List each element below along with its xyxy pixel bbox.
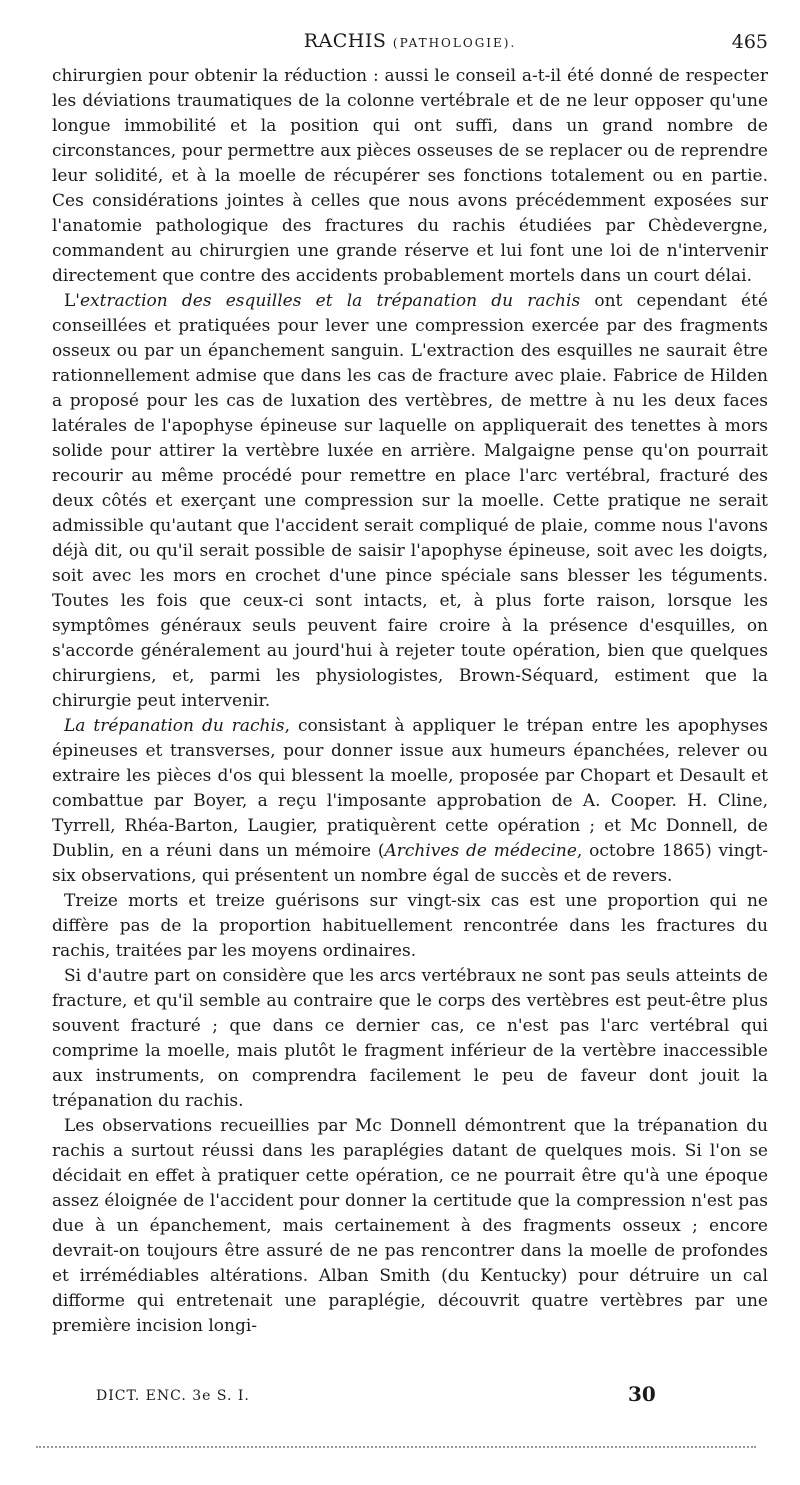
paragraph xyxy=(52,64,768,289)
running-title-sub: (PATHOLOGIE). xyxy=(392,36,517,50)
printer-signature: DICT. ENC. 3e S. I. xyxy=(96,1388,250,1404)
italic-run: extraction des esquilles et la trépanation du rachis xyxy=(79,291,581,311)
text-run: , octobre 1865) vingt-six observations, qui présentent un nombre égal de succès et de revers. xyxy=(52,841,768,886)
page-number: 465 xyxy=(731,31,768,53)
running-title-main: RACHIS xyxy=(303,30,387,52)
body-text xyxy=(52,64,768,1339)
paragraph xyxy=(52,889,768,964)
text-run: Les observations recueillies par Mc Donnell démontrent que la trépanation du rachis a surtout réussi dans les paraplégies datant de quelques mois. Si l'on se décidait en effet à pratiquer cette opération, ce ne pourrait être qu'à une époque assez éloignée de l'accident pour donner la certitude que la compression n'est pas due à un épanchement, mais certainement à des fragments osseux ; encore devrait-on toujours être assuré de ne pas rencontrer dans la moelle de profondes et irrémédiables altérations. Alban Smith (du Kentucky) pour détruire un cal difforme qui entretenait une paraplégie, découvrit quatre vertèbres par une première incision longi- xyxy=(52,1116,768,1336)
text-run: Treize morts et treize guérisons sur vingt-six cas est une proportion qui ne diffère pas de la proportion habituellement rencontrée dans les fractures du rachis, traitées par les moyens ordinaires. xyxy=(52,891,768,961)
paragraph xyxy=(52,289,768,714)
paragraph xyxy=(52,964,768,1114)
text-run: Si d'autre part on considère que les arcs vertébraux ne sont pas seuls atteints de fracture, et qu'il semble au contraire que le corps des vertèbres est peut-être plus souvent fracturé ; que dans ce dernier cas, ce n'est pas l'arc vertébral qui comprime la moelle, mais plutôt le fragment inférieur de la vertèbre inaccessible aux instruments, on comprendra facilement le peu de faveur dont jouit la trépanation du rachis. xyxy=(52,966,768,1111)
running-header xyxy=(52,30,768,56)
sheet-number: 30 xyxy=(628,1382,656,1406)
italic-run: Archives de médecine xyxy=(384,841,577,861)
bottom-dotted-rule xyxy=(36,1446,756,1448)
text-run: L' xyxy=(64,291,80,311)
running-title xyxy=(52,30,768,52)
italic-run: La trépanation du rachis xyxy=(64,716,285,736)
paragraph xyxy=(52,714,768,889)
text-run: ont cependant été conseillées et pratiquées pour lever une compression exercée par des fragments osseux ou par un épanchement sanguin. L'extraction des esquilles ne saurait être rationnellement admise que dans les cas de fracture avec plaie. Fabrice de Hilden a proposé pour les cas de luxation des vertèbres, de mettre à nu les deux faces latérales de l'apophyse épineuse sur laquelle on appliquerait des tenettes à mors solide pour attirer la vertèbre luxée en arrière. Malgaigne pense qu'on pourrait recourir au même procédé pour remettre en place l'arc vertébral, fracturé des deux côtés et exerçant une compression sur la moelle. Cette pratique ne serait admissible qu'autant que l'accident serait compliqué de plaie, comme nous l'avons déjà dit, ou qu'il serait possible de saisir l'apophyse épineuse, soit avec les doigts, soit avec les mors en crochet d'une pince spéciale sans blesser les téguments. Toutes les fois que ceux-ci sont intacts, et, à plus forte raison, lorsque les symptômes généraux seuls peuvent faire croire à la présence d'esquilles, on s'accorde généralement au jourd'hui à rejeter toute opération, bien que quelques chirurgiens, et, parmi les physiologistes, Brown-Séquard, estiment que la chirurgie peut intervenir. xyxy=(52,291,768,711)
text-run: , consistant à appliquer le trépan entre les apophyses épineuses et transverses, pour donner issue aux humeurs épanchées, relever ou extraire les pièces d'os qui blessent la moelle, proposée par Chopart et Desault et combattue par Boyer, a reçu l'imposante approbation de A. Cooper. H. Cline, Tyrrell, Rhéa-Barton, Laugier, pratiquèrent cette opération ; et Mc Donnell, de Dublin, en a réuni dans un mémoire ( xyxy=(52,716,769,861)
page-footer xyxy=(96,1382,696,1412)
text-run: chirurgien pour obtenir la réduction : aussi le conseil a-t-il été donné de respecter les déviations traumatiques de la colonne vertébrale et de ne leur opposer qu'une longue immobilité et la position qui ont suffi, dans un grand nombre de circonstances, pour permettre aux pièces osseuses de se replacer ou de reprendre leur solidité, et à la moelle de récupérer ses fonctions totalement ou en partie. Ces considérations jointes à celles que nous avons précédemment exposées sur l'anatomie pathologique des fractures du rachis étudiées par Chèdevergne, commandent au chirurgien une grande réserve et lui font une loi de n'intervenir directement que contre des accidents probablement mortels dans un court délai. xyxy=(52,66,768,286)
paragraph xyxy=(52,1114,768,1339)
